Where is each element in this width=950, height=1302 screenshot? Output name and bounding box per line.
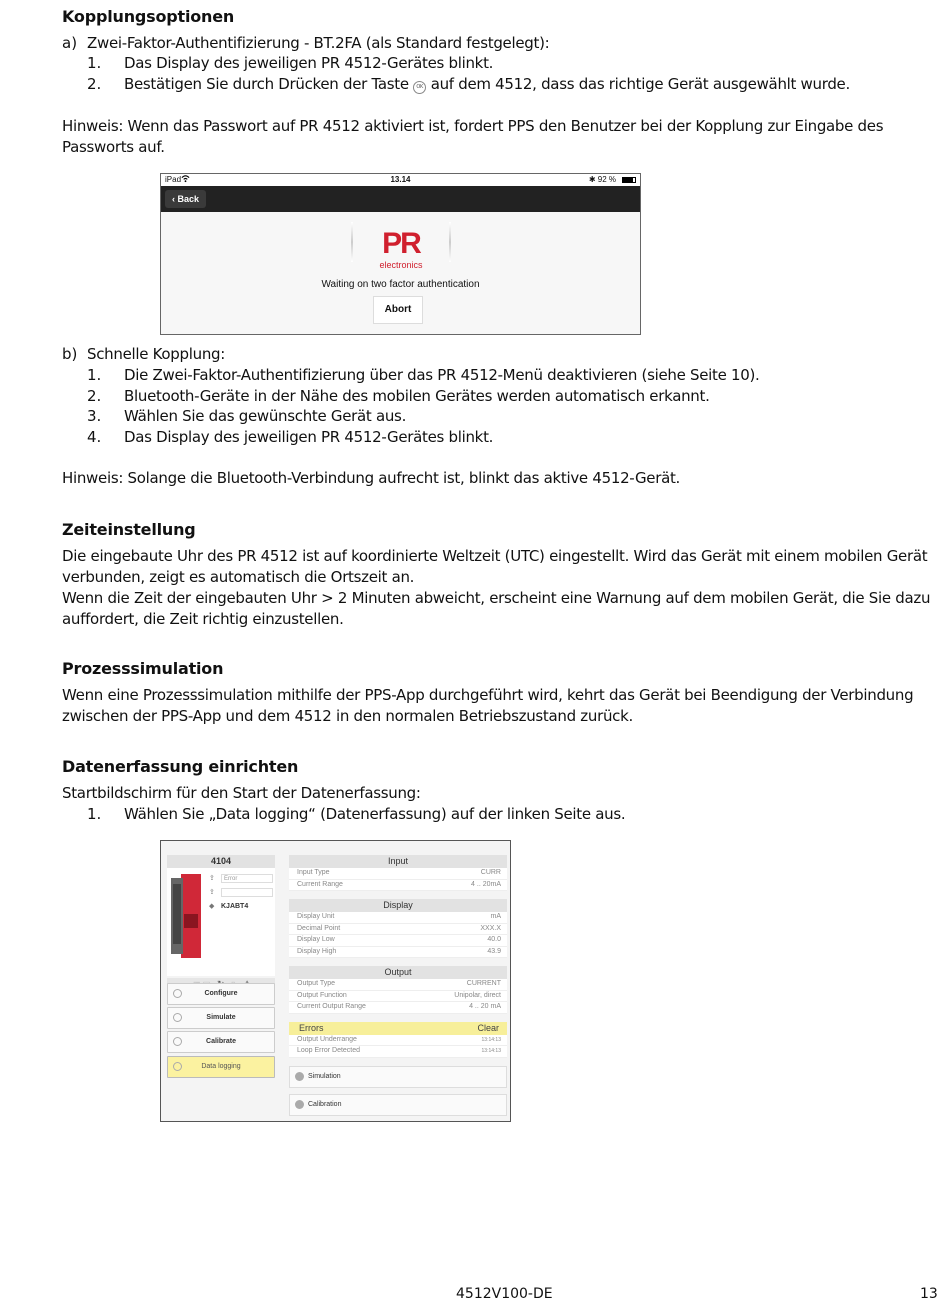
kv-row: [289, 1002, 507, 1014]
upload-icon: ⇪: [209, 889, 215, 896]
waiting-message: Waiting on two factor authentication: [321, 279, 480, 290]
screenshot-two-factor: [160, 173, 641, 335]
pill-label: Simulation: [308, 1072, 341, 1080]
device-info: [167, 868, 275, 976]
back-label: Back: [177, 194, 200, 204]
details-panel: [289, 855, 507, 1122]
kv-key: Output Type: [297, 980, 336, 987]
section-title: Input: [289, 855, 507, 868]
kv-key: Loop Error Detected: [297, 1047, 361, 1054]
display-section: [289, 899, 507, 958]
chevron-left-icon: ‹: [172, 194, 178, 204]
kv-value: 13:14:13: [481, 1048, 501, 1054]
list-label-a: a): [62, 34, 78, 52]
list-number: 2.: [87, 387, 102, 405]
kv-key: Input Type: [297, 869, 330, 876]
errors-section: [289, 1022, 507, 1058]
clear-button[interactable]: Clear: [477, 1022, 499, 1033]
calibrate-button[interactable]: [167, 1031, 275, 1053]
section-title: Output: [289, 966, 507, 979]
button-label: Calibrate: [206, 1038, 236, 1045]
kv-row: [289, 935, 507, 947]
kv-value: 4 .. 20mA: [471, 880, 501, 888]
pr-logo: [351, 222, 451, 276]
footer-doc-id: 4512V100-DE: [456, 1286, 553, 1302]
upload-icon: ⇪: [209, 875, 215, 882]
simulation-pill[interactable]: [289, 1066, 507, 1088]
button-label: Configure: [204, 990, 238, 997]
status-device: iPad: [165, 175, 182, 184]
device-tag: KJABT4: [221, 903, 249, 910]
kv-value: XXX.X: [480, 924, 501, 932]
battery-icon: [622, 177, 636, 183]
kv-key: Display High: [297, 947, 337, 955]
kv-value: 43.9: [487, 947, 501, 955]
kv-value: CURR: [480, 869, 501, 876]
list-item: Bluetooth-Geräte in der Nähe des mobilen Gerätes werden automatisch erkannt.: [124, 387, 710, 405]
kv-row: [289, 991, 507, 1003]
list-number: 1.: [87, 366, 102, 384]
tag-icon: ◆: [209, 903, 215, 910]
kv-key: Display Unit: [297, 913, 335, 920]
device-title: 4104: [167, 855, 275, 868]
paragraph: Startbildschirm für den Start der Datenerfassung:: [62, 784, 421, 802]
kv-row: [289, 912, 507, 924]
page-number: 13: [920, 1286, 938, 1302]
abort-button[interactable]: Abort: [373, 296, 423, 324]
gear-icon: [173, 989, 182, 998]
note-password: Hinweis: Wenn das Passwort auf PR 4512 aktiviert ist, fordert PPS den Benutzer bei der Kopplung zur Eingabe des Passworts auf.: [62, 117, 884, 156]
back-button[interactable]: [165, 190, 206, 208]
list-item: Wählen Sie das gewünschte Gerät aus.: [124, 407, 407, 425]
status-time: 13.14: [390, 175, 411, 184]
section-title: Display: [289, 899, 507, 912]
list-label-b: b): [62, 345, 78, 363]
kv-row: [289, 1046, 507, 1058]
note-bluetooth: Hinweis: Solange die Bluetooth-Verbindung aufrecht ist, blinkt das aktive 4512-Gerät.: [62, 469, 681, 487]
kv-value: mA: [490, 913, 501, 920]
simulate-icon: [173, 1013, 182, 1022]
kv-row: [289, 868, 507, 880]
kv-row: [289, 1035, 507, 1047]
kv-value: 4 .. 20 mA: [469, 1003, 501, 1010]
list-heading-b: Schnelle Kopplung:: [87, 345, 226, 363]
kv-value: CURRENT: [466, 980, 501, 987]
paragraph: Wenn die Zeit der eingebauten Uhr > 2 Minuten abweicht, erscheint eine Warnung auf dem mobilen Gerät, die Sie dazu auffordert, die Zeit richtig einzustellen.: [62, 589, 931, 628]
heading-kopplungsoptionen: Kopplungsoptionen: [62, 7, 235, 26]
error-field: Error: [221, 874, 273, 883]
battery-percent: 92 %: [597, 175, 616, 184]
list-number: 3.: [87, 407, 102, 425]
list-item-text: auf dem 4512, dass das richtige Gerät ausgewählt wurde.: [430, 75, 850, 93]
button-label: Simulate: [206, 1014, 236, 1021]
nav-bar: [161, 186, 640, 212]
pill-label: Calibration: [308, 1100, 342, 1108]
status-bar: [161, 174, 640, 186]
simulate-button[interactable]: [167, 1007, 275, 1029]
configure-button[interactable]: [167, 983, 275, 1005]
logo-subtext: electronics: [379, 260, 423, 270]
list-number: 2.: [87, 75, 102, 93]
wrench-icon: [173, 1037, 182, 1046]
kv-key: Decimal Point: [297, 924, 341, 932]
empty-field: [221, 888, 273, 897]
data-logging-button[interactable]: [167, 1056, 275, 1078]
paragraph: Die eingebaute Uhr des PR 4512 ist auf koordinierte Weltzeit (UTC) eingestellt. Wird das Gerät mit einem mobilen Gerät verbunden, zeigt es automatisch die Ortszeit an.: [62, 547, 928, 586]
calibration-pill[interactable]: [289, 1094, 507, 1116]
heading-zeiteinstellung: Zeiteinstellung: [62, 520, 196, 539]
input-section: [289, 855, 507, 891]
list-item: [124, 74, 850, 95]
screenshot-app: [160, 840, 511, 1122]
ok-key-icon: OK: [413, 81, 426, 94]
device-panel: [167, 855, 275, 992]
list-item: Die Zwei-Faktor-Authentifizierung über das PR 4512-Menü deaktivieren (siehe Seite 10).: [124, 366, 760, 384]
button-label: Data logging: [201, 1063, 241, 1070]
kv-key: Current Output Range: [297, 1003, 366, 1010]
info-icon: [295, 1100, 304, 1109]
list-item: Das Display des jeweiligen PR 4512-Gerätes blinkt.: [124, 54, 494, 72]
kv-value: 13:14:13: [481, 1036, 501, 1043]
logo-text: PR: [382, 227, 420, 260]
device-image: [171, 874, 203, 958]
errors-title: Errors: [299, 1022, 324, 1033]
output-section: [289, 966, 507, 1014]
list-heading-a: Zwei-Faktor-Authentifizierung - BT.2FA (als Standard festgelegt):: [87, 34, 550, 52]
kv-value: Unipolar, direct: [454, 991, 501, 999]
list-number: 1.: [87, 805, 102, 823]
log-icon: [173, 1062, 182, 1071]
kv-row: [289, 947, 507, 959]
kv-row: [289, 880, 507, 892]
kv-row: [289, 979, 507, 991]
heading-prozesssimulation: Prozesssimulation: [62, 659, 224, 678]
kv-key: Output Function: [297, 991, 347, 999]
heading-datenerfassung: Datenerfassung einrichten: [62, 757, 299, 776]
list-number: 4.: [87, 428, 102, 446]
list-item: Das Display des jeweiligen PR 4512-Gerätes blinkt.: [124, 428, 494, 446]
info-icon: [295, 1072, 304, 1081]
status-battery-text: ✱ 92 %: [588, 175, 616, 184]
kv-value: 40.0: [487, 936, 501, 943]
errors-header: [289, 1022, 507, 1035]
kv-key: Current Range: [297, 880, 343, 888]
kv-key: Display Low: [297, 936, 335, 943]
kv-row: [289, 924, 507, 936]
list-number: 1.: [87, 54, 102, 72]
paragraph: Wenn eine Prozesssimulation mithilfe der PPS-App durchgeführt wird, kehrt das Gerät bei Beendigung der Verbindung zwischen der PPS-App und dem 4512 in den normalen Betriebszustand zurück.: [62, 686, 914, 725]
list-item-text: Bestätigen Sie durch Drücken der Taste: [124, 75, 409, 93]
list-item: Wählen Sie „Data logging“ (Datenerfassung) auf der linken Seite aus.: [124, 805, 626, 823]
kv-key: Output Underrange: [297, 1035, 357, 1043]
